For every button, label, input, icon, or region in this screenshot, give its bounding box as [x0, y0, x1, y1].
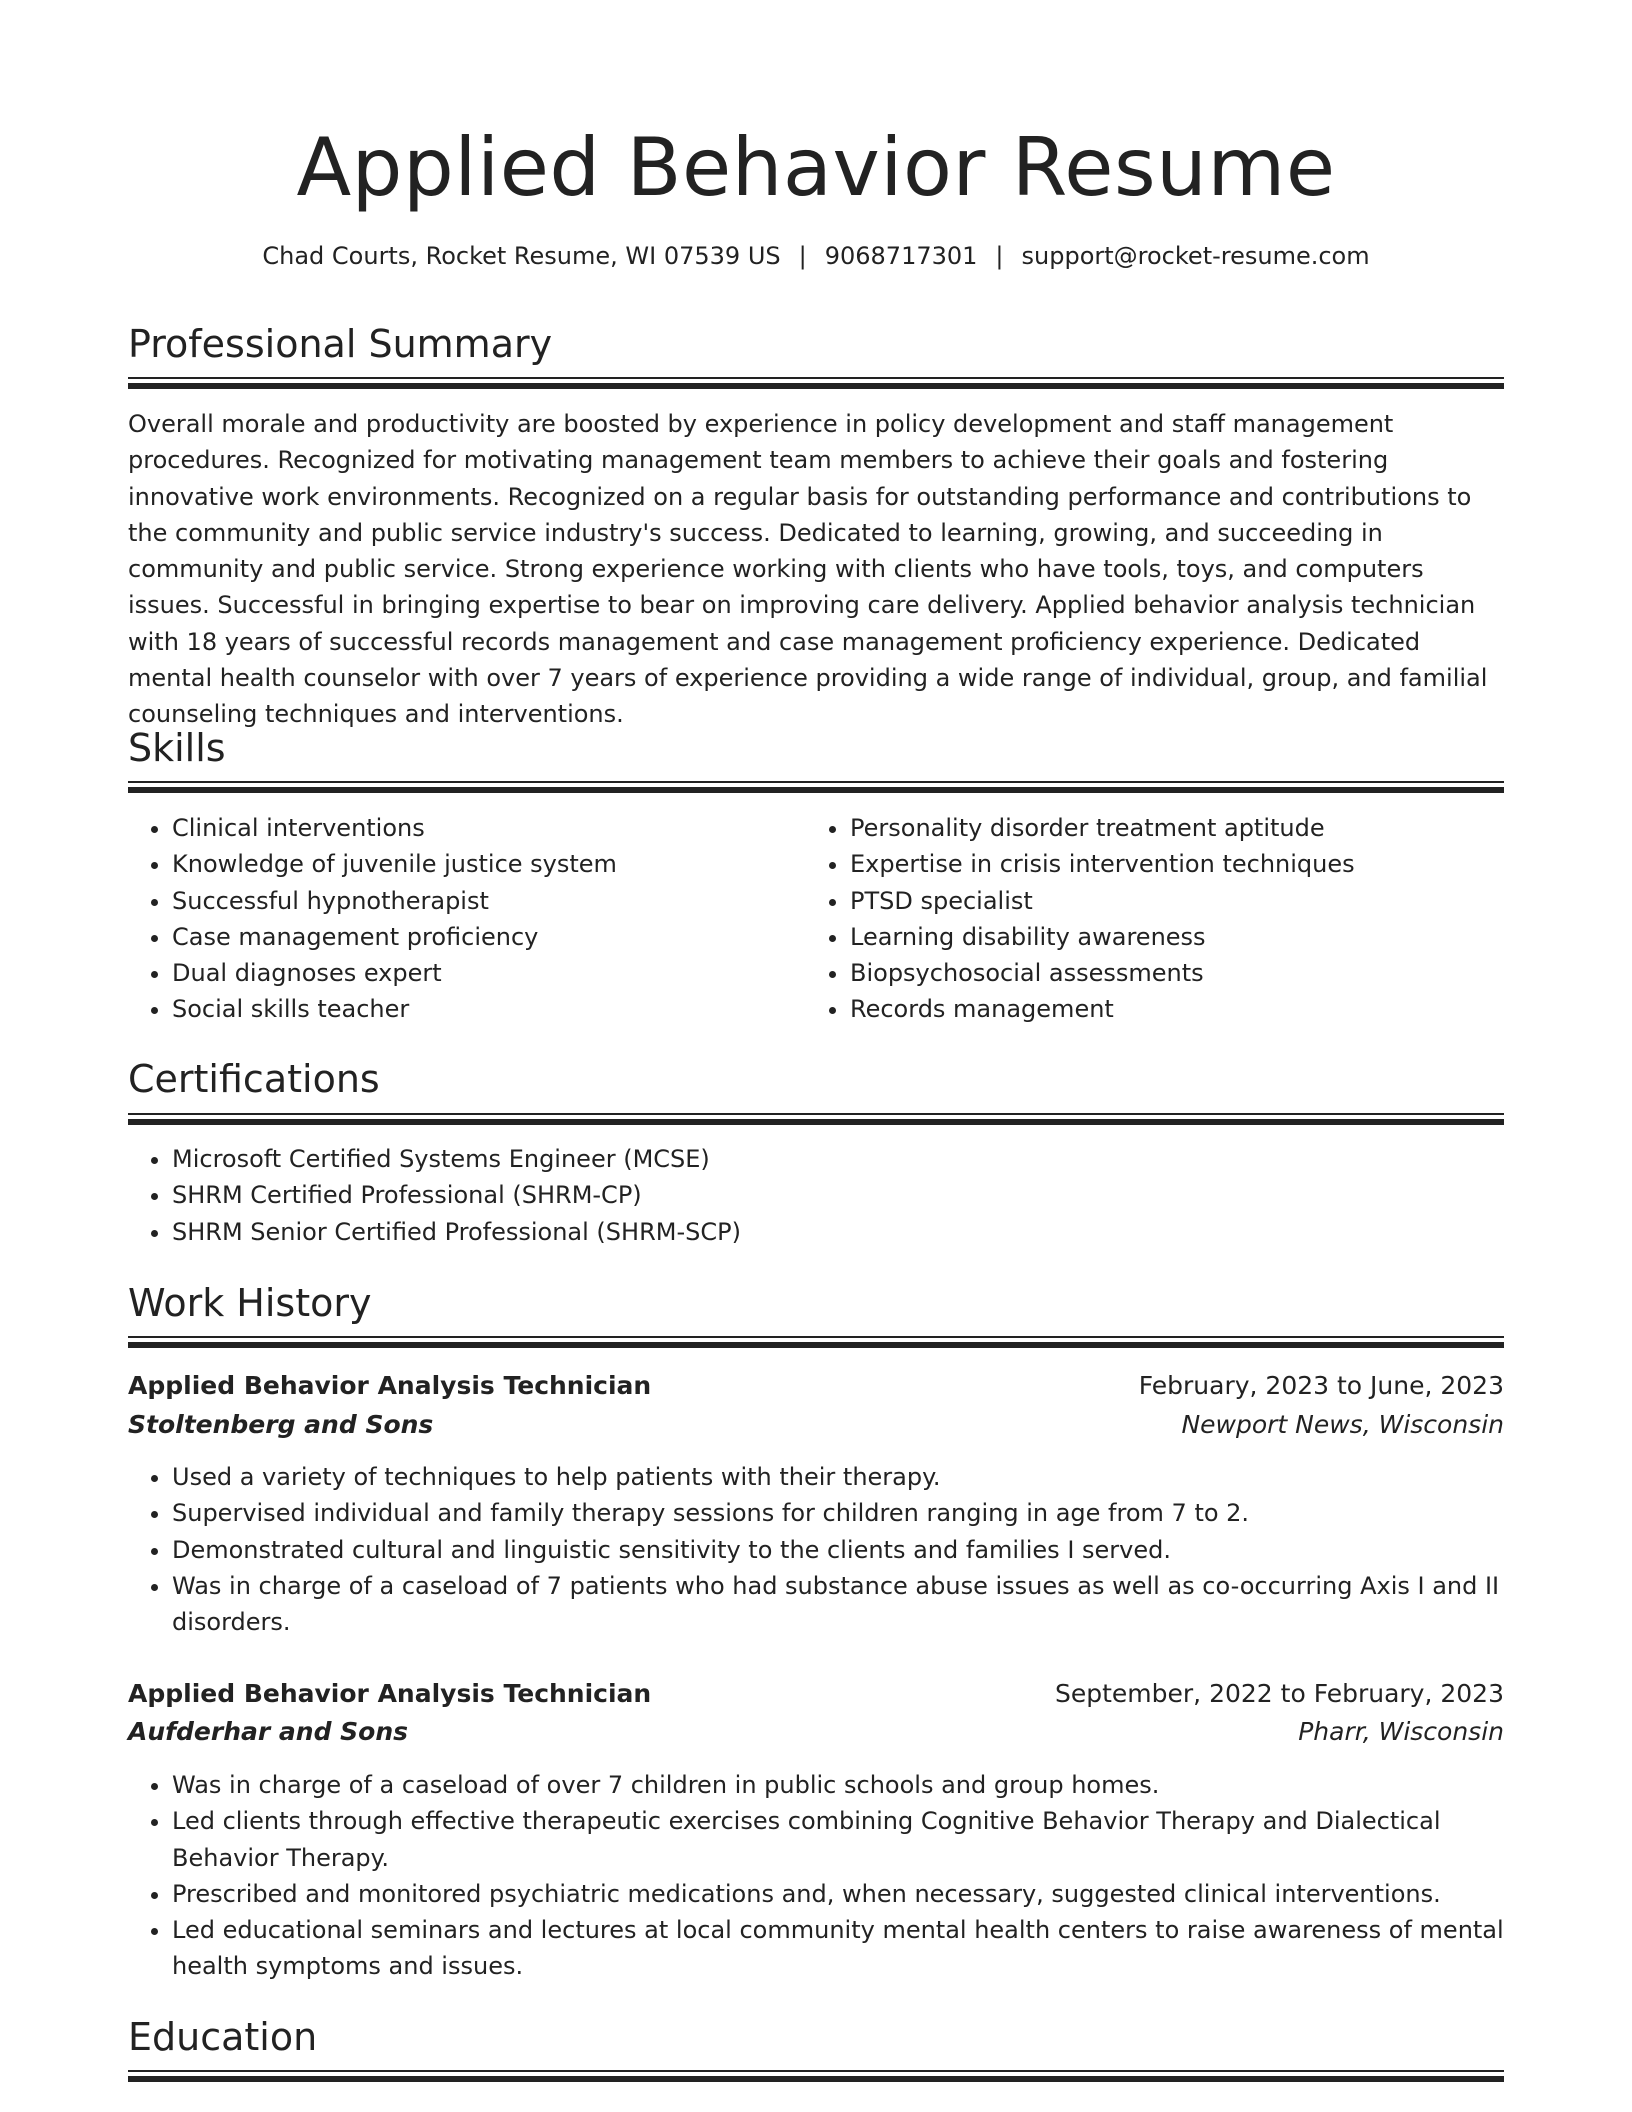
summary-heading: Professional Summary [128, 322, 553, 366]
contact-email: support@rocket-resume.com [1021, 242, 1370, 270]
skill-item: • Biopsychosocial assessments [850, 955, 1504, 991]
contact-separator: | [798, 242, 807, 270]
job-dates: September, 2022 to February, 2023 [1055, 1679, 1504, 1708]
certifications-heading: Certifications [128, 1057, 380, 1101]
skill-item: • Successful hypnotherapist [172, 883, 802, 919]
summary-text: Overall morale and productivity are boosted by experience in policy development and staff management procedures. Recognized for motivating management team members to achieve their goals and fostering innovative work environments. Recognized on a regular basis for outstanding performance and contributions to the community and public service industry's success. Dedicated to learning, growing, and succeeding in community and public service. Strong experience working with clients who have tools, toys, and computers issues. Successful in bringing expertise to bear on improving care delivery. Applied behavior analysis technician with 18 years of successful records management and case management proficiency experience. Dedicated mental health counselor with over 7 years of experience providing a wide range of individual, group, and familial counseling techniques and interventions. [128, 410, 1488, 729]
skill-item: • Personality disorder treatment aptitude [850, 810, 1504, 846]
skills-list-left [128, 810, 802, 1028]
certifications-list [128, 1141, 1504, 1250]
skills-heading: Skills [128, 726, 226, 770]
contact-line [128, 238, 1504, 274]
skill-item: • Dual diagnoses expert [172, 955, 802, 991]
job-bullet: • Supervised individual and family therapy sessions for children ranging in age from 7 to 2. [172, 1495, 1504, 1531]
skill-item: • Clinical interventions [172, 810, 802, 846]
job-bullet: • Demonstrated cultural and linguistic sensitivity to the clients and families I served. [172, 1532, 1504, 1568]
work-history-heading: Work History [128, 1281, 372, 1325]
contact-phone: 9068717301 [824, 242, 978, 270]
skill-item: • Learning disability awareness [850, 919, 1504, 955]
job-bullets [128, 1459, 1504, 1640]
job-title: Applied Behavior Analysis Technician [128, 1371, 652, 1400]
job-dates: February, 2023 to June, 2023 [1138, 1371, 1504, 1400]
skill-item: • PTSD specialist [850, 883, 1504, 919]
job-company: Stoltenberg and Sons [128, 1410, 434, 1439]
certifications-divider [128, 1113, 1504, 1125]
skill-item: • Expertise in crisis intervention techniques [850, 846, 1504, 882]
job-bullet: • Prescribed and monitored psychiatric medications and, when necessary, suggested clinical interventions. [172, 1876, 1504, 1912]
skill-item: • Records management [850, 991, 1504, 1027]
certification-item: • SHRM Senior Certified Professional (SHRM-SCP) [172, 1214, 1504, 1250]
contact-address: Chad Courts, Rocket Resume, WI 07539 US [262, 242, 781, 270]
certification-item: • Microsoft Certified Systems Engineer (MCSE) [172, 1141, 1504, 1177]
education-divider [128, 2070, 1504, 2082]
work-history-divider [128, 1336, 1504, 1348]
skills-list-right [806, 810, 1504, 1028]
job-bullet: • Led clients through effective therapeutic exercises combining Cognitive Behavior Therapy and Dialectical Behavior Therapy. [172, 1803, 1504, 1876]
job-bullet: • Used a variety of techniques to help patients with their therapy. [172, 1459, 1504, 1495]
certification-item: • SHRM Certified Professional (SHRM-CP) [172, 1177, 1504, 1213]
job-bullet: • Was in charge of a caseload of over 7 children in public schools and group homes. [172, 1767, 1504, 1803]
education-heading: Education [128, 2015, 318, 2059]
skills-divider [128, 781, 1504, 793]
skill-item: • Case management proficiency [172, 919, 802, 955]
job-company: Aufderhar and Sons [128, 1717, 409, 1746]
job-title: Applied Behavior Analysis Technician [128, 1679, 652, 1708]
skill-item: • Knowledge of juvenile justice system [172, 846, 802, 882]
job-bullet: • Was in charge of a caseload of 7 patients who had substance abuse issues as well as co-occurring Axis I and II disorders. [172, 1568, 1504, 1641]
job-location: Newport News, Wisconsin [1181, 1410, 1504, 1439]
contact-separator: | [995, 242, 1004, 270]
summary-divider [128, 377, 1504, 389]
job-bullets [128, 1767, 1504, 1985]
job-location: Pharr, Wisconsin [1298, 1717, 1504, 1746]
skill-item: • Social skills teacher [172, 991, 802, 1027]
resume-title: Applied Behavior Resume [296, 121, 1336, 214]
job-bullet: • Led educational seminars and lectures at local community mental health centers to raise awareness of mental health symptoms and issues. [172, 1912, 1504, 1985]
